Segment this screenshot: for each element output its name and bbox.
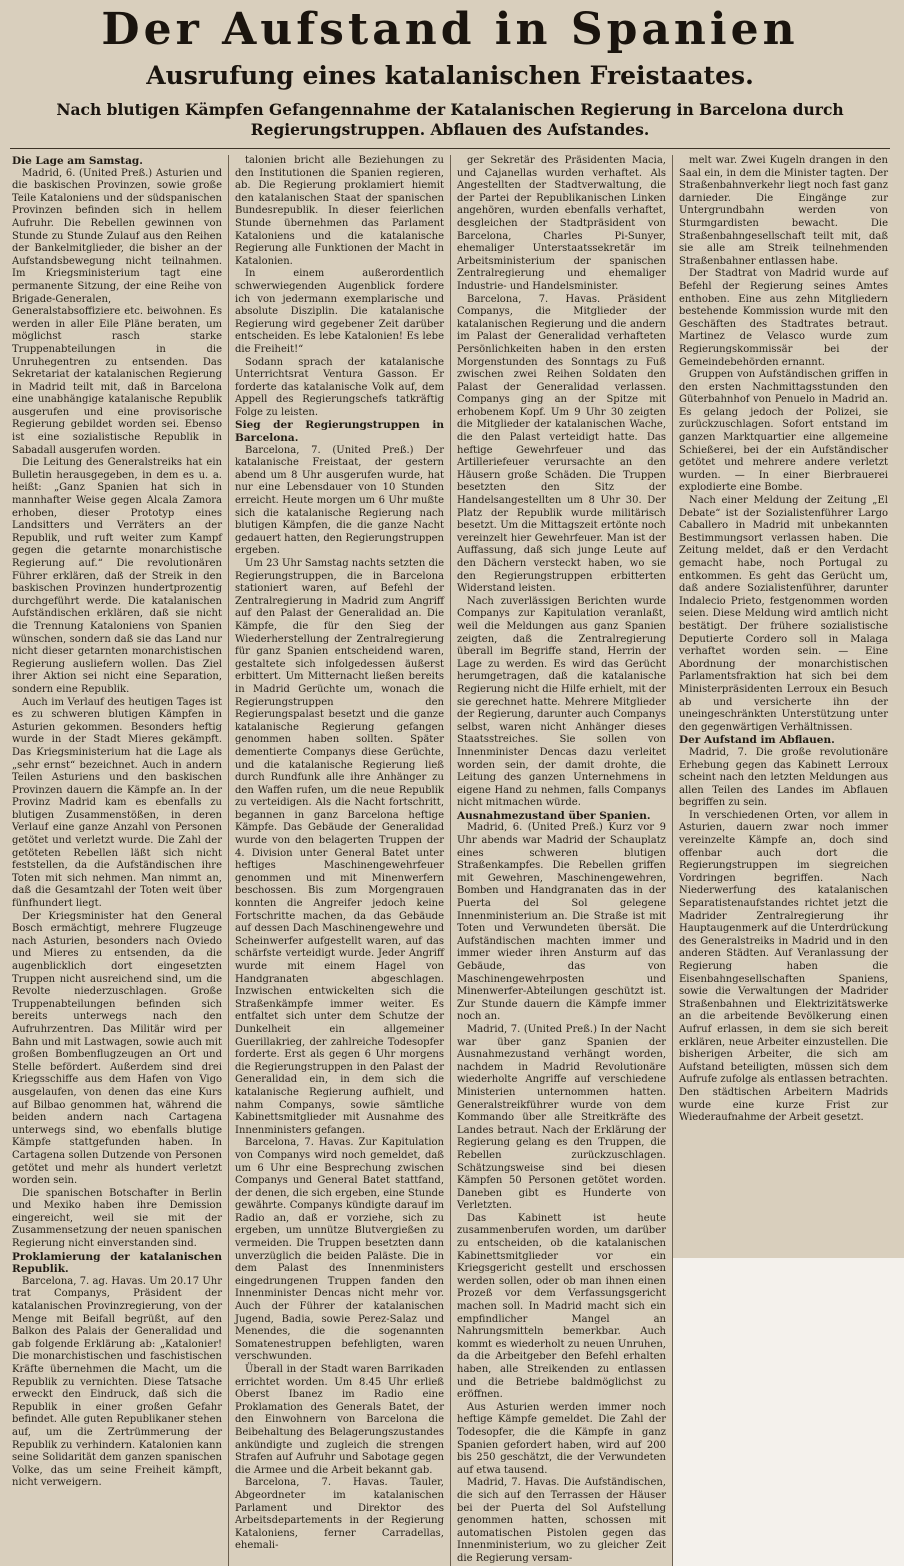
paragraph: Barcelona, 7. ag. Havas. Um 20.17 Uhr trat Companys, Präsident der katalanischen Provinzregierung, von der Menge mit Beifall begrüßt, auf den Balkon des Palais der Generalidad und gab folgende Erklärung ab: „Katalonier! Die monarchistischen und faschistischen Kräfte übernehmen die Macht, um die Republik zu vernichten. Diese Tatsache erweckt den Eindruck, daß sich die Republik in einer großen Gefahr befindet. Alle guten Republikaner stehen auf, um die Zertrümmerung der Republik zu verhindern. Katalonien kann seine Solidarität dem ganzen spanischen Volke, das um seine Freiheit kämpft, nicht verweigern. <box>12 1275 222 1489</box>
torn-blank-area <box>673 1258 904 1566</box>
paragraph: Die Leitung des Generalstreiks hat ein Bulletin herausgegeben, in dem es u. a. heißt: „Ganz Spanien hat sich in mannhafter Weise gegen Alcala Zamora erhoben, dieser Prototyp eines Landsitters und Verräters an der Republik, und ruft weiter zum Kampf gegen die getarnte monarchistische Regierung auf.“ Die revolutionären Führer erklären, daß der Streik in den baskischen Provinzen hundertprozentig durchgeführt werde. Die katalanischen Aufständischen erklären, daß sie nicht die Trennung Kataloniens von Spanien wünschen, sondern daß sie das Land nur nicht dieser getarnten monarchistischen Regierung ausliefern wollen. Das Ziel ihrer Aktion sei nicht eine Separation, sondern eine Republik. <box>12 457 222 695</box>
paragraph: Das Kabinett ist heute zusammenberufen worden, um darüber zu entscheiden, ob die katalanischen Kabinettsmitglieder vor ein Kriegsgericht gestellt und erschossen werden sollen, oder ob man ihnen einen Prozeß vor dem Verfassungsgericht machen soll. In Madrid macht sich ein empfindlicher Mangel an Nahrungsmitteln bemerkbar. Auch kommt es wiederholt zu neuen Unruhen, da die Arbeitgeber den Befehl erhalten haben, alle Streikenden zu entlassen und die Betriebe baldmöglichst zu eröffnen. <box>457 1212 666 1401</box>
paragraph: Madrid, 7. Havas. Die Aufständischen, die sich auf den Terrassen der Häuser bei der Puerta del Sol Aufstellung genommen hatten, schossen mit automatischen Pistolen gegen das Innenministerium, wo zu gleicher Zeit die Regierung versam- <box>457 1477 666 1564</box>
deck: Nach blutigen Kämpfen Gefangennahme der Katalanischen Regierung in Barcelona durch Regierungstruppen. Abflauen des Aufstandes. <box>56 100 844 139</box>
paragraph: Nach einer Meldung der Zeitung „El Debate“ ist der Sozialistenführer Largo Caballero in Madrid mit unbekannten Bestimmungsort verlassen haben. Die Zeitung meldet, daß er den Verdacht gemacht habe, noch Portugal zu entkommen. Es geht das Gerücht um, daß andere Sozialistenführer, darunter Indalecio Prieto, festgenommen worden seien. Diese Meldung wird amtlich nicht bestätigt. Der frühere sozialistische Deputierte Cordero soll in Malaga verhaftet worden sein. — Eine Abordnung der monarchistischen Parlamentsfraktion hat sich bei dem Ministerpräsidenten Lerroux ein Besuch ab und versicherte ihn der uneingeschränkten Unterstützung unter den gegenwärtigen Verhältnissen. <box>679 495 888 733</box>
paragraph: Madrid, 7. Die große revolutionäre Erhebung gegen das Kabinett Lerroux scheint nach den letzten Meldungen aus allen Teilen des Landes im Abflauen begriffen zu sein. <box>679 746 888 809</box>
paragraph: Um 23 Uhr Samstag nachts setzten die Regierungstruppen, die in Barcelona stationiert waren, auf Befehl der Zentralregierung in Madrid zum Angriff auf den Palast der Generalidad an. Die Kämpfe, die für den Sieg der Wiederherstellung der Zentralregierung für ganz Spanien entscheidend waren, gestaltete sich infolgedessen äußerst erbittert. Um Mitternacht ließen bereits in Madrid Gerüchte um, wonach die Regierungstruppen den Regierungspalast besetzt und die ganze katalanische Regierung gefangen genommen haben sollten. Später dementierte Companys diese Gerüchte, und die katalanische Regierung ließ durch Rundfunk alle ihre Anhänger zu den Waffen rufen, um die neue Republik zu verteidigen. Als die Nacht fortschritt, begannen in ganz Barcelona heftige Kämpfe. Das Gebäude der Generalidad wurde von den belagerten Truppen der 4. Division unter General Batet unter heftiges Maschinengewehrfeuer genommen und mit Minenwerfern beschossen. Bis zum Morgengrauen konnten die Angreifer jedoch keine Fortschritte machen, da das Gebäude auf dessen Dach Maschinengewehre und Scheinwerfer aufgestellt waren, auf das schärfste verteidigt wurde. Jeder Angriff wurde mit einem Hagel von Handgranaten abgeschlagen. Inzwischen entwickelten sich die Straßenkämpfe immer weiter. Es entfaltet sich unter dem Schutze der Dunkelheit ein allgemeiner Guerillakrieg, der zahlreiche Todesopfer forderte. Erst als gegen 6 Uhr morgens die Regierungstruppen in den Palast der Generalidad ein, in dem sich die katalanische Regierung aufhielt, und nahm Companys, sowie sämtliche Kabinettsmitglieder mit Ausnahme des Innenministers gefangen. <box>235 558 444 1136</box>
paragraph: Gruppen von Aufständischen griffen in den ersten Nachmittagsstunden den Güterbahnhof von Penuelo in Madrid an. Es gelang jedoch der Polizei, sie zurückzuschlagen. Sofort entstand im ganzen Marktquartier eine allgemeine Schießerei, bei der ein Aufständischer getötet und mehrere andere verletzt wurden. — In einer Bierbrauerei explodierte eine Bombe. <box>679 369 888 494</box>
paragraph: Sodann sprach der katalanische Unterrichtsrat Ventura Gasson. Er forderte das katalanische Volk auf, dem Appell des Regierungschefs tatkräftig Folge zu leisten. <box>235 356 444 418</box>
headline: Der Aufstand in Spanien <box>101 4 799 55</box>
column-1 <box>6 155 228 1566</box>
paragraph: In einem außerordentlich schwerwiegenden Augenblick fordere ich von jedermann exemplarische und absolute Disziplin. Die katalanische Regierung wird gegebener Zeit darüber entscheiden. Es lebe Katalonien! Es lebe die Freiheit!“ <box>235 268 444 355</box>
paragraph: Madrid, 7. (United Preß.) In der Nacht war über ganz Spanien der Ausnahmezustand verhängt worden, nachdem in Madrid Revolutionäre wiederholte Angriffe auf verschiedene Ministerien unternommen hatten. Generalstreikführer wurde von dem Kommando über alle Streitkräfte des Landes betraut. Nach der Erklärung der Regierung gelang es den Truppen, die Rebellen zurückzuschlagen. Schätzungsweise sind bei diesen Kämpfen 50 Personen getötet worden. Daneben gibt es Hunderte von Verletzten. <box>457 1023 666 1212</box>
section-heading: Die Lage am Samstag. <box>12 155 143 167</box>
paragraph: Barcelona, 7. (United Preß.) Der katalanische Freistaat, der gestern abend um 8 Uhr ausgerufen wurde, hat nur eine Lebensdauer von 10 Stunden erreicht. Heute morgen um 6 Uhr mußte sich die katalanische Regierung nach blutigen Kämpfen, die die ganze Nacht gedauert hatten, den Regierungstruppen ergeben. <box>235 444 444 557</box>
section-heading: Sieg der Regierungstruppen in Barcelona. <box>235 419 444 445</box>
paragraph: Überall in der Stadt waren Barrikaden errichtet worden. Um 8.45 Uhr erließ Oberst Ibanez im Radio eine Proklamation des Generals Batet, der den Einwohnern von Barcelona die Beibehaltung des Belagerungszustandes ankündigte und zugleich die strengen Strafen auf Aufruhr und Sabotage gegen die Armee und die Arbeit bekannt gab. <box>235 1364 444 1476</box>
subheadline: Ausrufung eines katalanischen Freistaates. <box>146 61 754 90</box>
paragraph: Aus Asturien werden immer noch heftige Kämpfe gemeldet. Die Zahl der Todesopfer, die die Kämpfe in ganz Spanien gefordert haben, wird auf 200 bis 250 geschätzt, die der Verwundeten auf etwa tausend. <box>457 1401 666 1476</box>
paragraph: Auch im Verlauf des heutigen Tages ist es zu schweren blutigen Kämpfen in Asturien gekommen. Besonders heftig wurde in der Stadt Mieres gekämpft. Das Kriegsministerium hat die Lage als „sehr ernst“ bezeichnet. Auch in andern Teilen Asturiens und den baskischen Provinzen dauern die Kämpfe an. In der Provinz Madrid kam es ebenfalls zu blutigen Zusammenstößen, in deren Verlauf eine ganze Anzahl von Personen getötet und verletzt wurde. Die Zahl der getöteten Rebellen läßt sich nicht feststellen, da die Aufständischen ihre Toten mit sich nehmen. Man nimmt an, daß die Gesamtzahl der Toten weit über fünfhundert liegt. <box>12 696 222 910</box>
paragraph: Madrid, 6. (United Preß.) Asturien und die baskischen Provinzen, sowie große Teile Kataloniens und der südspanischen Provinzen befinden sich in hellem Aufruhr. Die Rebellen gewinnen von Stunde zu Stunde Zulauf aus den Reihen der Bankelmitglieder, die bisher an der Aufstandsbewegung nicht teilnahmen. Im Kriegsministerium tagt eine permanente Sitzung, der eine Reihe von Brigade-Generalen, Generalstabsoffiziere etc. beiwohnen. Es werden in aller Eile Pläne beraten, um möglichst rasch starke Truppenabteilungen in die Unruhegentren zu entsenden. Das Sekretariat der katalanischen Regierung in Madrid teilt mit, daß in Barcelona eine unabhängige katalanische Republik ausgerufen und eine provisorische Regierung gebildet worden sei. Ebenso ist eine sozialistische Republik in Sabadall ausgerufen worden. <box>12 167 222 456</box>
header-rule <box>10 148 890 149</box>
column-4 <box>672 155 894 1566</box>
paragraph: Barcelona, 7. Havas. Zur Kapitulation von Companys wird noch gemeldet, daß um 6 Uhr eine Besprechung zwischen Companys und General Batet stattfand, der denen, die sich ergeben, eine Stunde gewährte. Companys kündigte darauf im Radio an, daß er vorziehe, sich zu ergeben, um unnütze Blutvergießen zu vermeiden. Die Truppen besetzten dann unverzüglich die beiden Paläste. Die in dem Palast des Innenministers eingedrungenen Truppen fanden den Innenminister Dencas nicht mehr vor. Auch der Führer der katalanischen Jugend, Badia, sowie Perez-Salaz und Menendes, die die sogenannten Somatenestruppen befehligten, waren verschwunden. <box>235 1137 444 1363</box>
paragraph: Barcelona, 7. Havas. Präsident Companys, die Mitglieder der katalanischen Regierung und die andern im Palast der Generalidad verhafteten Persönlichkeiten haben in den ersten Morgenstunden des Sonntags zu Fuß zwischen zwei Reihen Soldaten den Palast der Generalidad verlassen. Companys ging an der Spitze mit erhobenem Kopf. Um 9 Uhr 30 zeigten die Mitglieder der katalanischen Wache, die den Palast verteidigt hatte. Das heftige Gewehrfeuer und das Artilleriefeuer verursachte an den Häusern große Schäden. Die Truppen besetzten den Sitz der Handelsangestellten um 8 Uhr 30. Der Platz der Republik wurde militärisch besetzt. Um die Mittagszeit ertönte noch vereinzelt hier Gewehrfeuer. Man ist der Auffassung, daß sich junge Leute auf den Dächern versteckt haben, wo sie den Regierungstruppen erbitterten Widerstand leisten. <box>457 293 666 595</box>
paragraph: Nach zuverlässigen Berichten wurde Companys zur Kapitulation veranlaßt, weil die Meldungen aus ganz Spanien zeigten, daß die Zentralregierung überall im Begriffe stand, Herrin der Lage zu werden. Es wird das Gerücht herumgetragen, daß die katalanische Regierung nicht die Hilfe erhielt, mit der sie gerechnet hatte. Mehrere Mitglieder der Regierung, darunter auch Companys selbst, waren nicht Anhänger dieses Staatsstreiches. Sie sollen von Innenminister Dencas dazu verleitet worden sein, der damit drohte, die Leitung des ganzen Unternehmens in eigene Hand zu nehmen, falls Companys nicht mitmachen würde. <box>457 595 666 809</box>
column-3 <box>450 155 672 1566</box>
paragraph: melt war. Zwei Kugeln drangen in den Saal ein, in dem die Minister tagten. Der Straßenbahnverkehr liegt noch fast ganz darnieder. Die Eingänge zur Untergrundbahn werden von Sturmgardisten bewacht. Die Straßenbahngesellschaft teilt mit, daß sie alle am Streik teilnehmenden Straßenbahner entlassen habe. <box>679 155 888 267</box>
article-columns <box>6 155 894 1564</box>
paragraph: Die spanischen Botschafter in Berlin und Mexiko haben ihre Demission eingereicht, weil sie mit der Zusammensetzung der neuen spanischen Regierung nicht einverstanden sind. <box>12 1187 222 1250</box>
paragraph: Der Kriegsminister hat den General Bosch ermächtigt, mehrere Flugzeuge nach Asturien, besonders nach Oviedo und Mieres zu entsenden, da die augenblicklich dort eingesetzten Truppen nicht ausreichend sind, um die Revolte niederzuschlagen. Große Truppenabteilungen befinden sich bereits unterwegs nach den Aufruhrzentren. Das Militär wird per Bahn und mit Lastwagen, sowie auch mit großen Bombenflugzeugen an Ort und Stelle befördert. Außerdem sind drei Kriegsschiffe aus dem Hafen von Vigo ausgelaufen, von denen das eine Kurs auf Bilbao genommen hat, während die beiden andern nach Cartagena unterwegs sind, wo ebenfalls blutige Kämpfe stattgefunden haben. In Cartagena sollen Dutzende von Personen getötet und mehr als hundert verletzt worden sein. <box>12 910 222 1187</box>
paragraph: Der Stadtrat von Madrid wurde auf Befehl der Regierung seines Amtes enthoben. Eine aus zehn Mitgliedern bestehende Kommission wurde mit den Geschäften des Stadtrates betraut. Martinez de Velasco wurde zum Regierungskommissär bei der Gemeindebehörden ernannt. <box>679 268 888 368</box>
column-2 <box>228 155 450 1566</box>
section-heading: Proklamierung der katalanischen Republik. <box>12 1250 222 1276</box>
paragraph: ger Sekretär des Präsidenten Macia, und Cajanellas wurden verhaftet. Als Angestellten der Stadtverwaltung, die der Partei der Republikanischen Linken angehören, wurden ebenfalls verhaftet, desgleichen der Stadtpräsident von Barcelona, Charles Pi-Sunyer, ehemaliger Unterstaatssekretär im Arbeitsministerium der spanischen Zentralregierung und ehemaliger Industrie- und Handelsminister. <box>457 155 666 292</box>
paragraph: talonien bricht alle Beziehungen zu den Institutionen die Spanien regieren, ab. Die Regierung proklamiert hiemit den katalanischen Staat der spanischen Bundesrepublik. In dieser feierlichen Stunde übernehmen das Parlament Kataloniens und die katalanische Regierung alle Funktionen der Macht in Katalonien. <box>235 155 444 267</box>
paragraph: In verschiedenen Orten, vor allem in Asturien, dauern zwar noch immer vereinzelte Kämpfe an, doch sind offenbar auch dort die Regierungstruppen im siegreichen Vordringen begriffen. Nach Niederwerfung des katalanischen Separatistenaufstandes richtet jetzt die Madrider Zentralregierung ihr Hauptaugenmerk auf die Unterdrückung des Generalstreiks in Madrid und in den anderen Städten. Auf Veranlassung der Regierung haben die Eisenbahngesellschaften Spaniens, sowie die Verwaltungen der Madrider Straßenbahnen und Elektrizitätswerke an die arbeitende Bevölkerung einen Aufruf erlassen, in dem sie sich bereit erklären, neue Arbeiter einzustellen. Die bisherigen Arbeiter, die sich am Aufstand beteiligten, müssen sich dem Aufrufe zufolge als entlassen betrachten. Den städtischen Arbeitern Madrids wurde eine kurze Frist zur Wiederaufnahme der Arbeit gesetzt. <box>679 809 888 1124</box>
section-heading: Ausnahmezustand über Spanien. <box>457 809 651 822</box>
paragraph: Madrid, 6. (United Preß.) Kurz vor 9 Uhr abends war Madrid der Schauplatz eines schweren blutigen Straßenkampfes. Die Rebellen griffen mit Gewehren, Maschinengewehren, Bomben und Handgranaten das in der Puerta del Sol gelegene Innenministerium an. Die Straße ist mit Toten und Verwundeten übersät. Die Aufständischen machten immer und immer wieder ihren Ansturm auf das Gebäude, das von Maschinengewehrposten und Minenwerfer-Abteilungen geschützt ist. Zur Stunde dauern die Kämpfe immer noch an. <box>457 822 666 1023</box>
section-heading: Der Aufstand im Abflauen. <box>679 734 835 747</box>
paragraph: Barcelona, 7. Havas. Tauler, Abgeordneter im katalanischen Parlament und Direktor des Arbeitsdepartements in der Regierung Kataloniens, ferner Carradellas, ehemali- <box>235 1477 444 1552</box>
